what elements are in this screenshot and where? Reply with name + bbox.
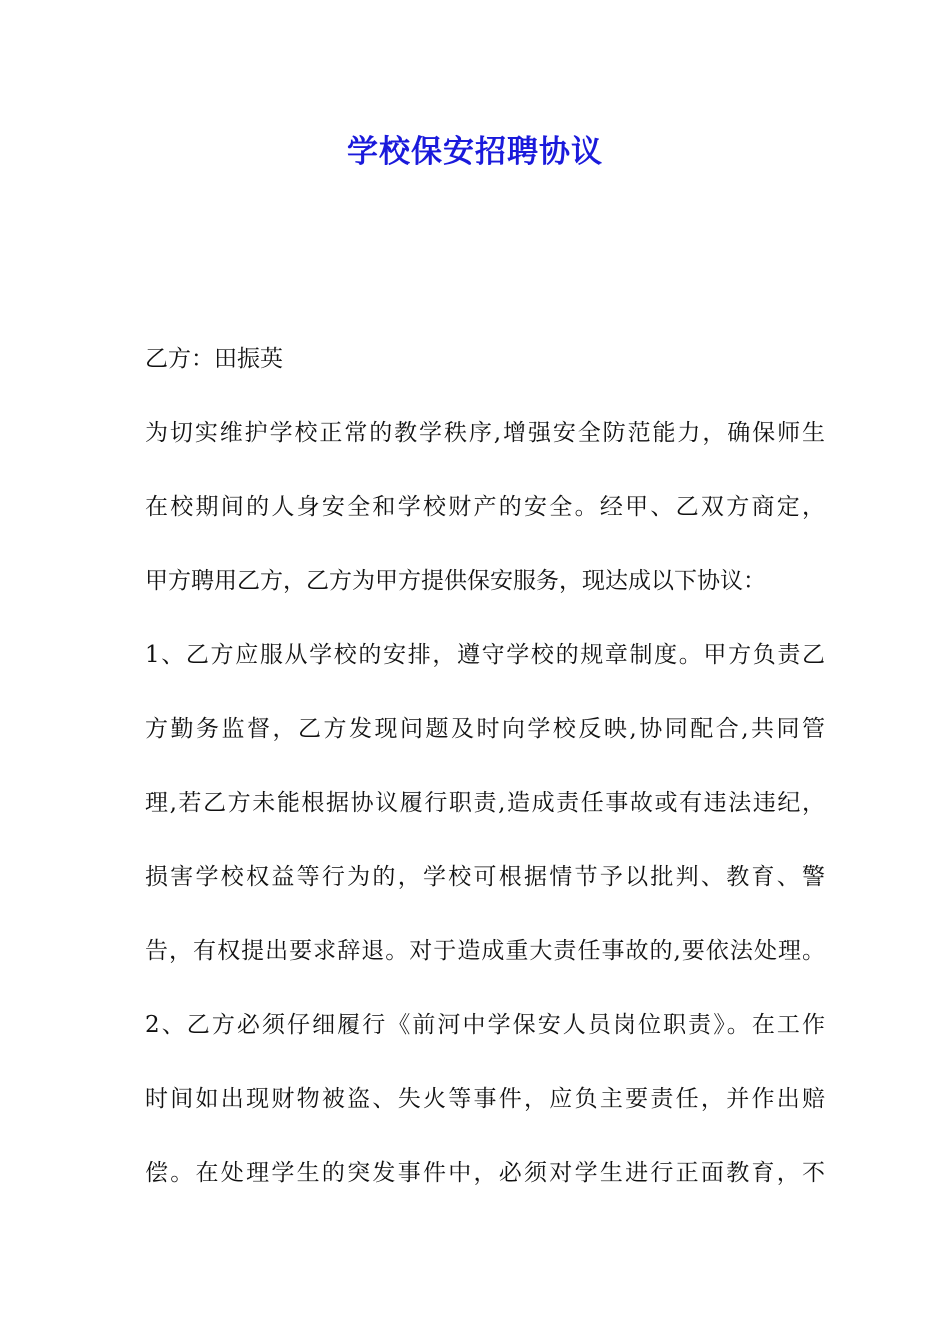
clause-1-line: 损害学校权益等行为的，学校可根据情节予以批判、教育、警 [145,864,825,890]
party-b-line: 乙方：田振英 [145,346,283,372]
clause-1-line: 1、乙方应服从学校的安排，遵守学校的规章制度。甲方负责乙 [145,642,825,668]
body-line: 甲方聘用乙方，乙方为甲方提供保安服务，现达成以下协议： [145,568,766,594]
clause-1-line: 方勤务监督，乙方发现问题及时向学校反映,协同配合,共同管 [145,716,825,742]
body-line: 为切实维护学校正常的教学秩序,增强安全防范能力，确保师生 [145,420,825,446]
clause-1-line: 理,若乙方未能根据协议履行职责,造成责任事故或有违法违纪， [145,790,825,816]
clause-2-line: 时间如出现财物被盗、失火等事件，应负主要责任，并作出赔 [145,1086,825,1112]
document-body [145,337,825,1225]
clause-1-line: 告，有权提出要求辞退。对于造成重大责任事故的,要依法处理。 [145,938,825,964]
document-title: 学校保安招聘协议 [347,134,603,170]
clause-2-line: 偿。在处理学生的突发事件中，必须对学生进行正面教育，不 [145,1160,825,1186]
clause-2-line: 2、乙方必须仔细履行《前河中学保安人员岗位职责》。在工作 [145,1012,825,1038]
body-line: 在校期间的人身安全和学校财产的安全。经甲、乙双方商定， [145,494,825,520]
